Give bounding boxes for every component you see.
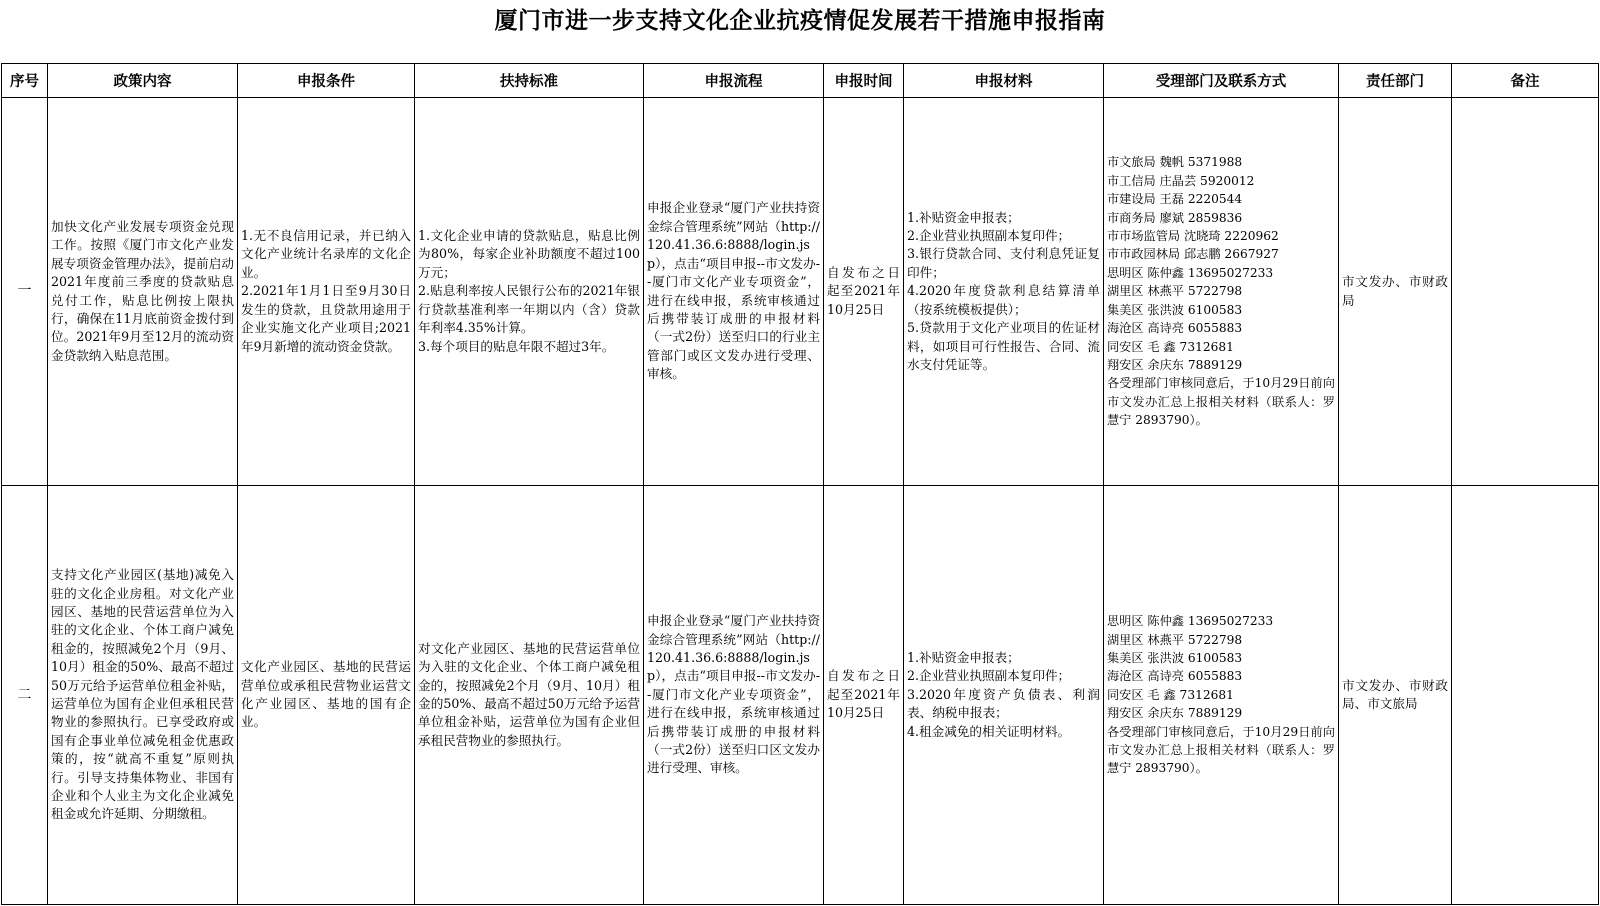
- header-standard: 扶持标准: [415, 64, 644, 98]
- contact-line: 湖里区 林燕平 5722798: [1107, 284, 1243, 299]
- process-cell: [644, 98, 824, 486]
- process-text: 申报企业登录“厦门产业扶持资金综合管理系统”网站（http://120.41.36.6:8888/login.jsp），点击“项目申报--市文发办--厦门市文化产业专项资金”，进行在线申报，系统审核通过后携带装订成册的申报材料（一式2份）送至归口区文发办进行受理、审核。: [647, 613, 820, 776]
- conditions-text: 1.无不良信用记录，并已纳入文化产业统计名录库的文化企业。 2.2021年1月1日至9月30日发生的贷款，且贷款用途用于企业实施文化产业项目;2021年9月新增的流动资金贷款。: [241, 228, 411, 354]
- header-remarks: 备注: [1452, 64, 1599, 98]
- conditions-text: 文化产业园区、基地的民营运营单位或承租民营物业运营文化产业园区、基地的国有企业。: [241, 659, 411, 730]
- standard-text: 1.文化企业申请的贷款贴息，贴息比例为80%，每家企业补助额度不超过100万元； 2.贴息利率按人民银行公布的2021年银行贷款基准利率一年期以内（含）贷款年利率4.35%计算。 3.每个项目的贴息年限不超过3年。: [418, 228, 640, 354]
- department-cell: [1104, 98, 1339, 486]
- materials-cell: [904, 486, 1104, 905]
- materials-text: 1.补贴资金申报表； 2.企业营业执照副本复印件； 3.2020年度资产负债表、利润表、纳税申报表； 4.租金减免的相关证明材料。: [907, 649, 1100, 739]
- contact-line: 海沧区 高诗亮 6055883: [1107, 321, 1243, 336]
- time-cell: [824, 98, 904, 486]
- process-cell: [644, 486, 824, 905]
- contact-line: 同安区 毛 鑫 7312681: [1107, 687, 1234, 702]
- conditions-cell: [238, 98, 415, 486]
- responsible-text: 市文发办、市财政局、市文旅局: [1342, 677, 1448, 711]
- contact-line: 湖里区 林燕平 5722798: [1107, 632, 1243, 647]
- contact-line: 翔安区 余庆东 7889129: [1107, 357, 1243, 372]
- time-text: 自发布之日起至2021年10月25日: [827, 668, 900, 721]
- guide-table: [1, 63, 1599, 905]
- contact-line: 思明区 陈仲鑫 13695027233: [1107, 265, 1274, 280]
- contact-note: 各受理部门审核同意后，于10月29日前向市文发办汇总上报相关材料（联系人：罗慧宁 2893790）。: [1107, 376, 1335, 428]
- responsible-text: 市文发办、市财政局: [1342, 274, 1448, 308]
- contact-line: 翔安区 余庆东 7889129: [1107, 706, 1243, 721]
- remarks-cell: [1452, 98, 1599, 486]
- contact-line: 市市政园林局 邱志鹏 2667927: [1107, 247, 1279, 262]
- responsible-cell: [1339, 98, 1452, 486]
- contact-line: 市文旅局 魏帆 5371988: [1107, 155, 1243, 170]
- process-text: 申报企业登录“厦门产业扶持资金综合管理系统”网站（http://120.41.36.6:8888/login.jsp），点击“项目申报--市文发办--厦门市文化产业专项资金”，进行在线申报，系统审核通过后携带装订成册的申报材料（一式2份）送至归口的行业主管部门或区文发办进行受理、审核。: [647, 200, 820, 382]
- contact-line: 同安区 毛 鑫 7312681: [1107, 339, 1234, 354]
- policy-text: 支持文化产业园区(基地)减免入驻的文化企业房租。对文化产业园区、基地的民营运营单位为入驻的文化企业、个体工商户减免租金的，按照减免2个月（9月、10月）租金的50%、最高不超过50万元给予运营单位租金补贴，运营单位为国有企业但承租民营物业的参照执行。已享受政府或国有企事业单位减免租金优惠政策的，按“就高不重复”原则执行。引导支持集体物业、非国有企业和个人业主为文化企业减免租金或允许延期、分期缴租。: [51, 567, 234, 822]
- contact-line: 市市场监管局 沈晓琦 2220962: [1107, 229, 1279, 244]
- contact-line: 集美区 张洪波 6100583: [1107, 302, 1243, 317]
- contact-note: 各受理部门审核同意后，于10月29日前向市文发办汇总上报相关材料（联系人：罗慧宁 2893790）。: [1107, 724, 1335, 776]
- header-row: [2, 64, 1599, 98]
- contact-line: 市工信局 庄晶芸 5920012: [1107, 173, 1255, 188]
- contact-line: 思明区 陈仲鑫 13695027233: [1107, 614, 1274, 629]
- contact-line: 市建设局 王磊 2220544: [1107, 192, 1243, 207]
- header-materials: 申报材料: [904, 64, 1104, 98]
- standard-cell: [415, 98, 644, 486]
- table-row: [2, 486, 1599, 905]
- standard-text: 对文化产业园区、基地的民营运营单位为入驻的文化企业、个体工商户减免租金的，按照减免2个月（9月、10月）租金的50%、最高不超过50万元给予运营单位租金补贴，运营单位为国有企业但承租民营物业的参照执行。: [418, 640, 640, 748]
- materials-cell: [904, 98, 1104, 486]
- header-department: 受理部门及联系方式: [1104, 64, 1339, 98]
- conditions-cell: [238, 486, 415, 905]
- row-seq: 一: [2, 98, 48, 486]
- department-cell: [1104, 486, 1339, 905]
- responsible-cell: [1339, 486, 1452, 905]
- header-conditions: 申报条件: [238, 64, 415, 98]
- policy-cell: [48, 98, 238, 486]
- header-time: 申报时间: [824, 64, 904, 98]
- header-process: 申报流程: [644, 64, 824, 98]
- header-seq: 序号: [2, 64, 48, 98]
- time-cell: [824, 486, 904, 905]
- remarks-cell: [1452, 486, 1599, 905]
- row-seq: 二: [2, 486, 48, 905]
- table-row: [2, 98, 1599, 486]
- contact-line: 海沧区 高诗亮 6055883: [1107, 669, 1243, 684]
- contact-line: 市商务局 廖斌 2859836: [1107, 210, 1243, 225]
- standard-cell: [415, 486, 644, 905]
- policy-cell: [48, 486, 238, 905]
- header-responsible: 责任部门: [1339, 64, 1452, 98]
- document-title: 厦门市进一步支持文化企业抗疫情促发展若干措施申报指南: [494, 8, 1106, 34]
- contact-line: 集美区 张洪波 6100583: [1107, 650, 1243, 665]
- header-policy: 政策内容: [48, 64, 238, 98]
- time-text: 自发布之日起至2021年10月25日: [827, 264, 900, 317]
- policy-text: 加快文化产业发展专项资金兑现工作。按照《厦门市文化产业发展专项资金管理办法》，提前启动2021年度前三季度的贷款贴息兑付工作，贴息比例按上限执行，确保在11月底前资金拨付到位。2021年9月至12月的流动资金贷款纳入贴息范围。: [51, 218, 234, 363]
- materials-text: 1.补贴资金申报表； 2.企业营业执照副本复印件； 3.银行贷款合同、支付利息凭证复印件； 4.2020年度贷款利息结算清单（按系统模板提供）； 5.贷款用于文化产业项目的佐证材料，如项目可行性报告、合同、流水支付凭证等。: [907, 209, 1100, 372]
